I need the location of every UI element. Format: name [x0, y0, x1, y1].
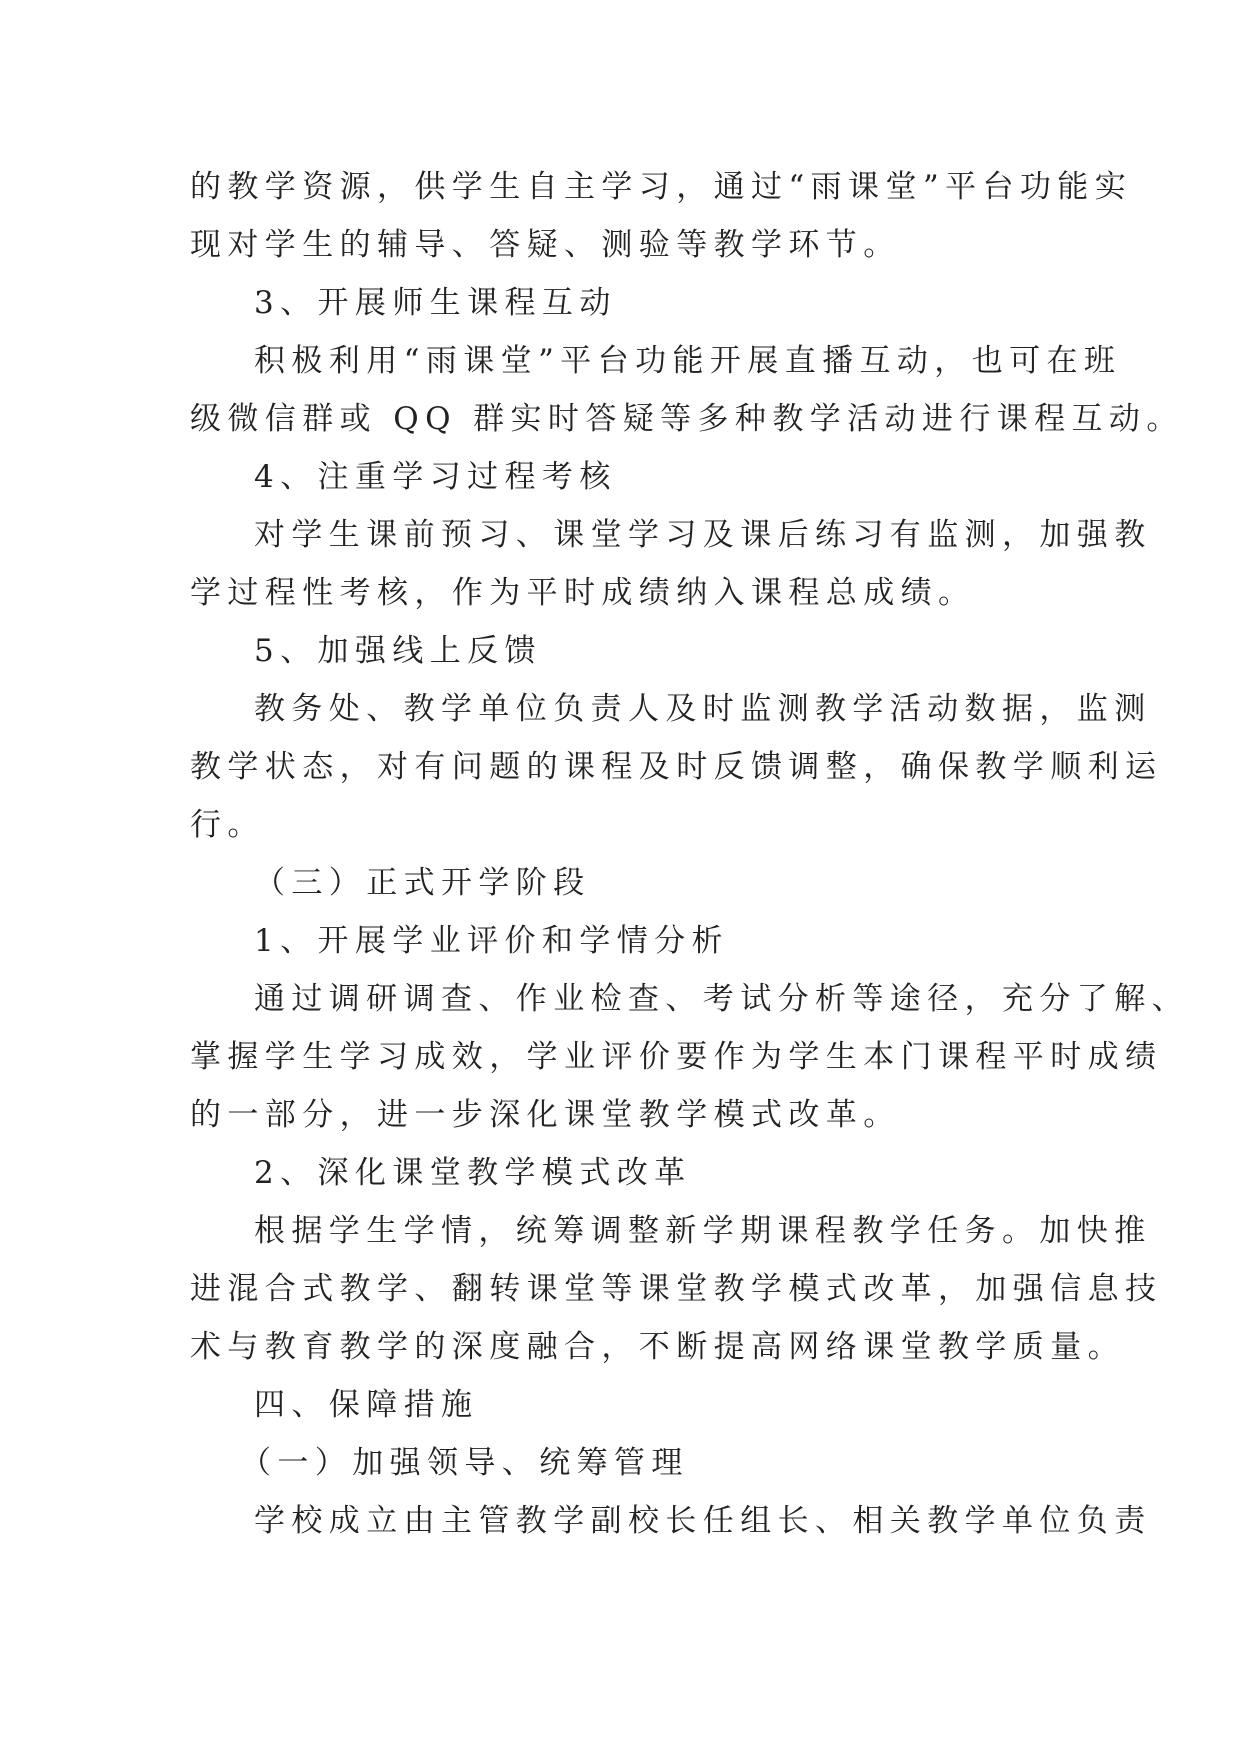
paragraph-line: 现对学生的辅导、答疑、测验等教学环节。	[190, 227, 901, 263]
paragraph-line: 学校成立由主管教学副校长任组长、相关教学单位负责	[254, 1503, 1152, 1539]
section-heading: 1、开展学业评价和学情分析	[254, 923, 729, 959]
section-heading: 四、保障措施	[254, 1387, 479, 1423]
paragraph-line: 根据学生学情，统筹调整新学期课程教学任务。加快推	[254, 1213, 1152, 1249]
section-heading: 2、深化课堂教学模式改革	[254, 1155, 692, 1191]
section-heading: 4、注重学习过程考核	[254, 459, 617, 495]
section-heading: （一）加强领导、统筹管理	[240, 1445, 689, 1481]
section-heading: 5、加强线上反馈	[254, 633, 542, 669]
paragraph-line: 级微信群或 QQ 群实时答疑等多种教学活动进行课程互动。	[190, 401, 1184, 437]
paragraph-line: 掌握学生学习成效，学业评价要作为学生本门课程平时成绩	[190, 1039, 1163, 1075]
paragraph-line: 通过调研调查、作业检查、考试分析等途径，充分了解、	[254, 981, 1189, 1017]
paragraph-line: 对学生课前预习、课堂学习及课后练习有监测，加强教	[254, 517, 1152, 553]
paragraph-line: 教学状态，对有问题的课程及时反馈调整，确保教学顺利运	[190, 749, 1163, 785]
document-body	[190, 158, 1189, 1550]
paragraph-line: 教务处、教学单位负责人及时监测教学活动数据，监测	[254, 691, 1152, 727]
section-heading: （三）正式开学阶段	[254, 865, 591, 901]
paragraph-line: 的教学资源，供学生自主学习，通过“雨课堂”平台功能实	[190, 169, 1133, 205]
section-heading: 3、开展师生课程互动	[254, 285, 617, 321]
paragraph-line: 进混合式教学、翻转课堂等课堂教学模式改革，加强信息技	[190, 1271, 1163, 1307]
paragraph-line: 学过程性考核，作为平时成绩纳入课程总成绩。	[190, 575, 976, 611]
paragraph-line: 行。	[190, 807, 265, 843]
paragraph-line: 的一部分，进一步深化课堂教学模式改革。	[190, 1097, 901, 1133]
paragraph-line: 积极利用“雨课堂”平台功能开展直播互动，也可在班	[254, 343, 1122, 379]
paragraph-line: 术与教育教学的深度融合，不断提高网络课堂教学质量。	[190, 1329, 1125, 1365]
